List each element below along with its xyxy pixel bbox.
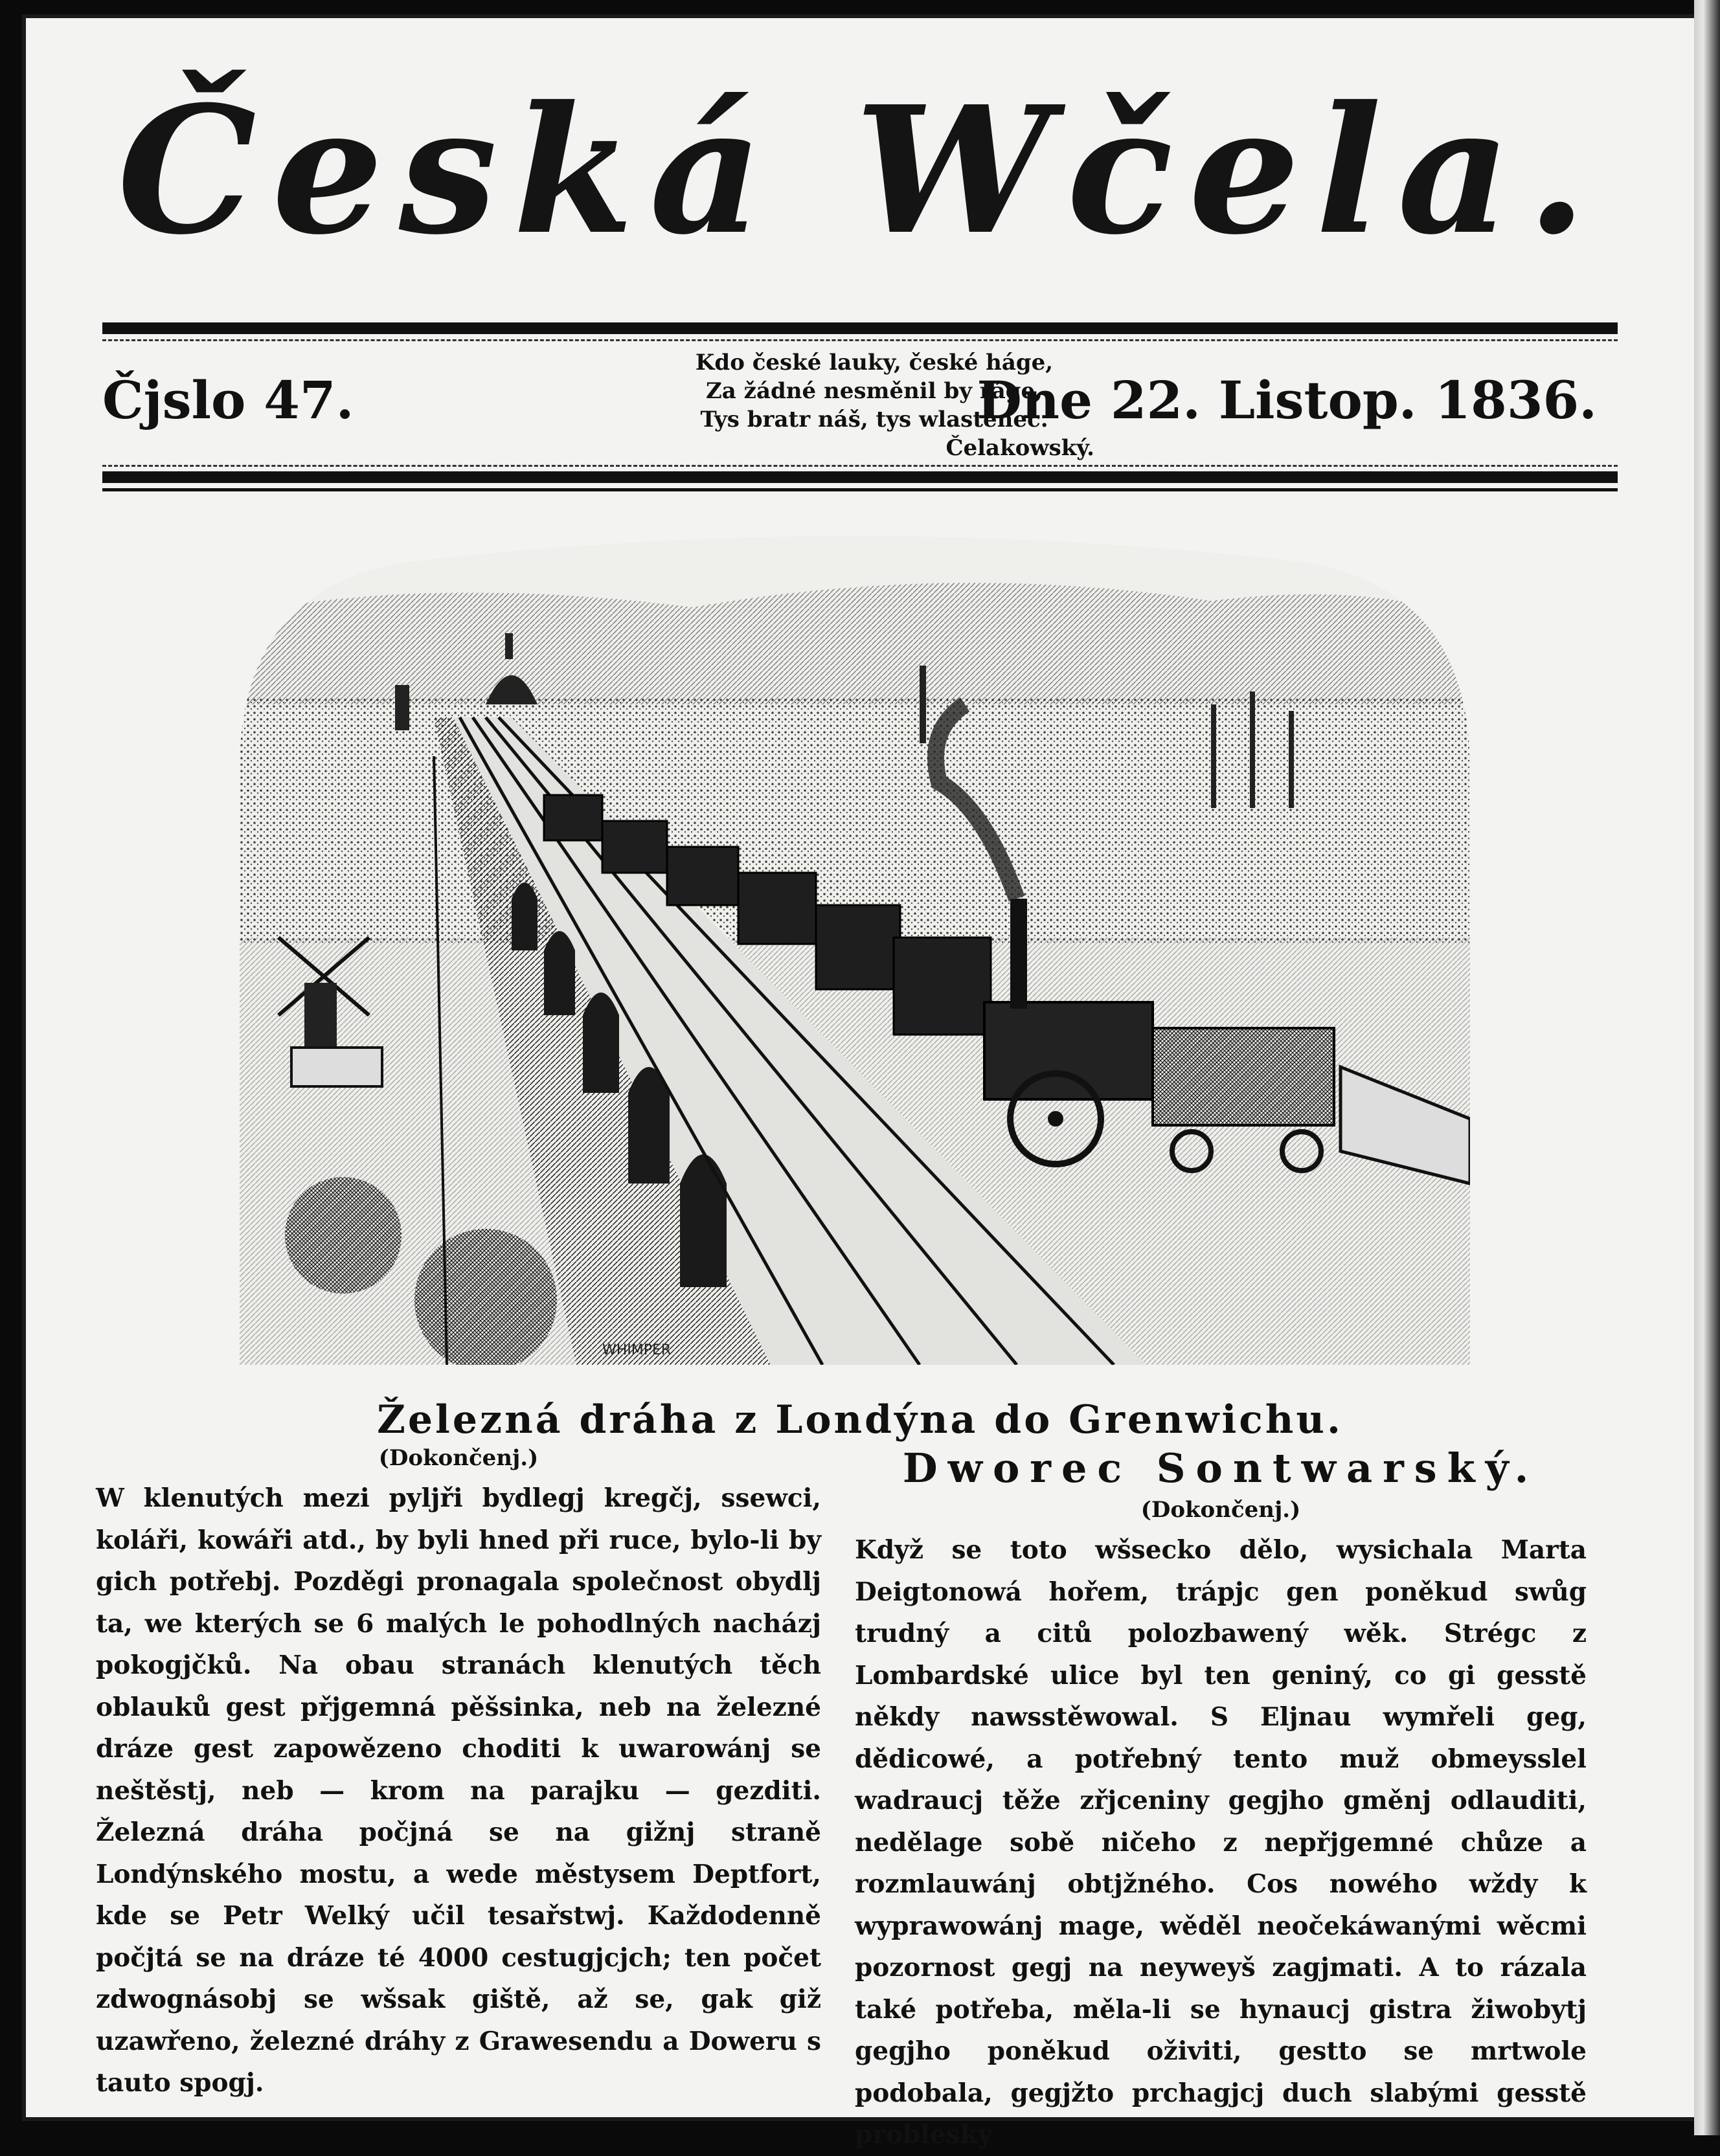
left-column-subtitle: (Dokončenj.)	[378, 1445, 539, 1471]
illustration-caption: Železná dráha z Londýna do Grenwichu.	[377, 1397, 1343, 1443]
top-rule	[102, 322, 1618, 334]
top-rule-dashed	[102, 339, 1618, 341]
left-column	[96, 1443, 821, 2104]
bottom-rule	[102, 471, 1618, 483]
engraver-signature: WHIMPER	[602, 1342, 672, 1358]
scan-edge	[1694, 0, 1720, 2135]
issue-date: Dne 22. Listop. 1836.	[977, 370, 1597, 431]
motto-line: Kdo české lauky, české háge,	[695, 350, 1054, 376]
right-column-title: Dworec Sontwarský.	[902, 1444, 1539, 1492]
right-column-subtitle: (Dokončenj.)	[1140, 1497, 1301, 1523]
right-column-text: Když se toto wšsecko dělo, wysichala Marta Deigtonowá hořem, trápjc gen poněkud swůg trudný a citů polozbawený wěk. Strégc z Lombardské ulice byl ten geniný, co gi gesstě někdy nawsstěwowal. S Eljnau wymřeli geg, dědicowé, a potřebný tento muž obmeysslel wadraucj těže zřjceniny gegjho gměnj odlauditi, nedělage sobě ničeho z nepřjgemné chůze a rozmlauwánj obtjžného. Cos nowého wždy k wyprawowánj mage, wěděl neočekáwanými wěcmi pozornost gegj na neyweyš zagjmati. A to rázala také potřeba, měla-li se hynaucj gistra žiwobytj gegjho poněkud oživiti, gestto se mrtwole podobala, gegjžto prchagjcj duch slabými gesstě problesky	[855, 1535, 1587, 2150]
issue-number: Čjslo 47.	[102, 370, 354, 431]
right-column	[855, 1443, 1587, 2156]
bottom-rule-dashed	[102, 465, 1618, 467]
bottom-rule-thin	[102, 488, 1618, 491]
newspaper-page	[26, 18, 1694, 2150]
masthead-title: Česká Wčela.	[117, 67, 1603, 273]
left-column-text: W klenutých mezi pyljři bydlegj kregčj, ssewci, koláři, kowáři atd., by byli hned při ruce, bylo-li by gich potřebj. Pozděgi pronagala společnost obydlj ta, we kterých se 6 malých le pohodlných nacházj pokogjčků. Na obau stranách klenutých těch oblauků gest přjgemná pěšsinka, neb na železné dráze gest zapowězeno choditi k uwarowánj se neštěstj, neb — krom na parajku — gezditi. Železná dráha počjná se na gižnj straně Londýnského mostu, a wede městysem Deptfort, kde se Petr Welký učil tesařstwj. Každodenně počjtá se na dráze té 4000 cestugjcjch; ten počet zdwognásobj se wšsak giště, až se, gak giž uzawřeno, železné dráhy z Grawesendu a Doweru s tauto spogj.	[96, 1483, 821, 2098]
motto-author: Čelakowský.	[945, 435, 1094, 461]
motto-line: Tys bratr náš, tys wlastenec.	[700, 407, 1048, 432]
railway-engraving	[240, 536, 1470, 1365]
motto-line: Za žádné nesměnil by ráge,	[705, 378, 1043, 404]
